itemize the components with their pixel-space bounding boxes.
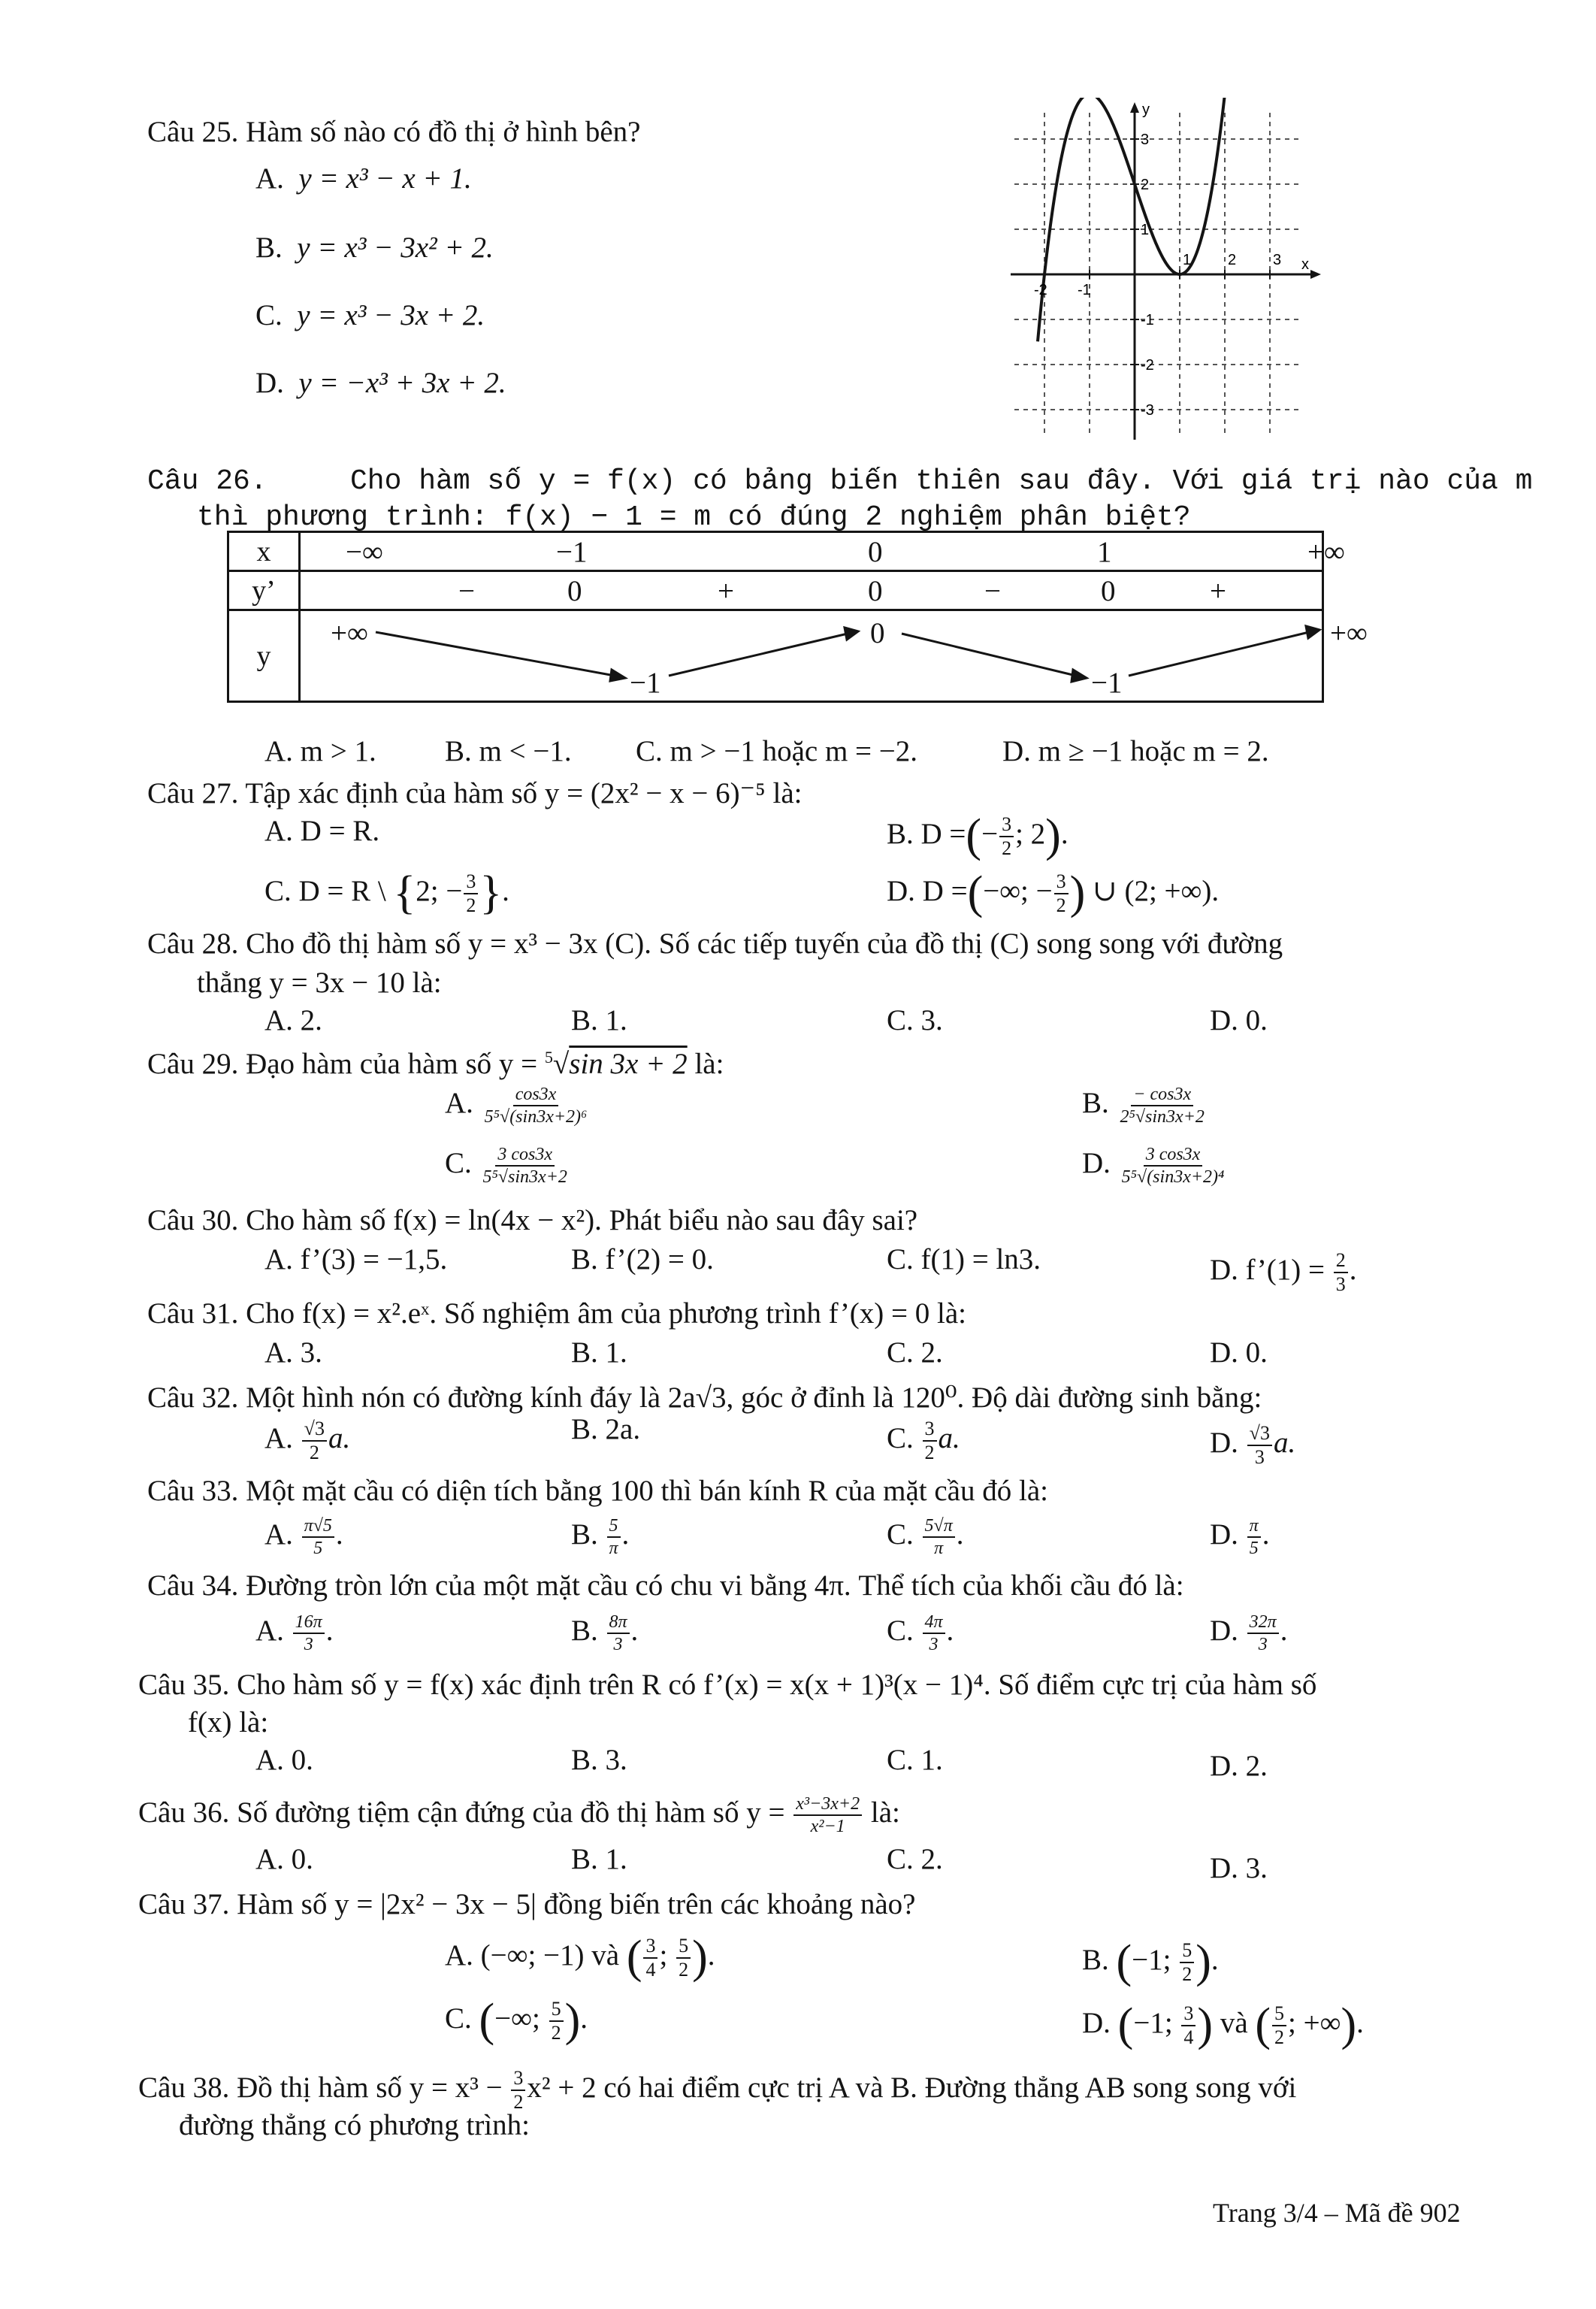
vt-y: −1 bbox=[630, 667, 661, 699]
q34-d-num: 32π bbox=[1247, 1613, 1279, 1634]
q37-d-num1: 3 bbox=[1181, 2004, 1195, 2026]
ytick-label: -2 bbox=[1141, 357, 1154, 374]
q32-label: Câu 32. bbox=[147, 1381, 239, 1414]
q33-opt-d-label: D. bbox=[1210, 1518, 1238, 1551]
q37-a-num1: 3 bbox=[643, 1936, 657, 1959]
variation-arrows bbox=[301, 611, 1327, 703]
q37-d-and: và bbox=[1220, 2006, 1248, 2039]
q32-a-den: 2 bbox=[309, 1442, 319, 1463]
q29-root-index: 5 bbox=[544, 1048, 553, 1067]
q29-label: Câu 29. bbox=[147, 1048, 239, 1080]
q30-opt-b: B. f’(2) = 0. bbox=[571, 1243, 714, 1276]
q34-b-num: 8π bbox=[607, 1613, 630, 1634]
q27-opt-b-label: B. D = bbox=[887, 817, 966, 850]
vt-dy: − bbox=[984, 575, 1001, 607]
q32-opt-b: B. 2a. bbox=[571, 1413, 641, 1445]
q33-d-num: π bbox=[1247, 1517, 1261, 1538]
q28-text: Cho đồ thị hàm số y = x³ − 3x (C). Số các tiếp tuyến của đồ thị (C) song song với đường bbox=[246, 928, 1283, 960]
q36-tail: là: bbox=[870, 1796, 900, 1829]
q34-a-num: 16π bbox=[293, 1613, 325, 1634]
q27-opt-a: A. D = R. bbox=[264, 815, 380, 847]
q28-text2: thẳng y = 3x − 10 là: bbox=[197, 967, 442, 999]
q35-opt-c: C. 1. bbox=[887, 1744, 943, 1776]
q28-opt-c: C. 3. bbox=[887, 1004, 943, 1036]
q30-label: Câu 30. bbox=[147, 1204, 239, 1236]
q25-label: Câu 25. bbox=[147, 116, 239, 148]
q38-text2: đường thẳng có phương trình: bbox=[179, 2109, 530, 2141]
q29-opt-a-label: A. bbox=[445, 1086, 473, 1119]
q29-tail: là: bbox=[694, 1048, 724, 1080]
q27-d-right: (2; +∞). bbox=[1124, 874, 1220, 907]
q31-opt-b: B. 1. bbox=[571, 1336, 627, 1369]
vt-y: 0 bbox=[870, 617, 885, 649]
q32-a-var: a. bbox=[328, 1421, 351, 1454]
q29-opt-d-label: D. bbox=[1082, 1146, 1111, 1179]
q32-c-var: a. bbox=[938, 1421, 960, 1454]
q36-label: Câu 36. bbox=[138, 1796, 230, 1829]
q35-text2: f(x) là: bbox=[188, 1706, 269, 1739]
vt-y: −1 bbox=[1091, 667, 1123, 699]
q27-text: Tập xác định của hàm số y = (2x² − x − 6)⁻⁵ là: bbox=[245, 777, 803, 810]
q25-text: Hàm số nào có đồ thị ở hình bên? bbox=[246, 116, 641, 148]
vt-x: 0 bbox=[868, 536, 883, 568]
q38-label: Câu 38. bbox=[138, 2071, 230, 2104]
q33-label: Câu 33. bbox=[147, 1475, 239, 1507]
q28-label: Câu 28. bbox=[147, 928, 239, 960]
q37-d-num2: 5 bbox=[1272, 2004, 1286, 2026]
xtick-label: 2 bbox=[1228, 252, 1237, 268]
graph-xlabel: x bbox=[1301, 256, 1309, 273]
q37-c-left: −∞; bbox=[494, 2002, 540, 2035]
ytick-label: -1 bbox=[1141, 312, 1154, 328]
cubic-graph bbox=[999, 98, 1330, 443]
q33-b-den: π bbox=[609, 1539, 618, 1558]
q37-opt-d-label: D. bbox=[1082, 2006, 1111, 2039]
q37-b-num: 5 bbox=[1180, 1941, 1194, 1963]
q29-c-num: 3 cos3x bbox=[495, 1145, 555, 1167]
q33-a-num: π√5 bbox=[302, 1517, 334, 1538]
q33-opt-c-label: C. bbox=[887, 1518, 914, 1551]
q35-opt-b: B. 3. bbox=[571, 1744, 627, 1776]
vt-x: +∞ bbox=[1307, 536, 1345, 568]
q32-c-den: 2 bbox=[924, 1442, 935, 1463]
q30-d-num: 2 bbox=[1334, 1251, 1348, 1273]
q26-text2: thì phương trình: f(x) − 1 = m có đúng 2 nghiệm phân biệt? bbox=[197, 501, 1191, 534]
q29-opt-c-label: C. bbox=[445, 1146, 472, 1179]
q34-c-den: 3 bbox=[929, 1635, 939, 1654]
ytick-label: 3 bbox=[1141, 132, 1150, 148]
q36-opt-c: C. 2. bbox=[887, 1843, 943, 1875]
xtick-label: -2 bbox=[1034, 282, 1047, 298]
q35-text: Cho hàm số y = f(x) xác định trên R có f’(x) = x(x + 1)³(x − 1)⁴. Số điểm cực trị của hàm số bbox=[237, 1669, 1317, 1701]
q37-a-num2: 5 bbox=[676, 1936, 691, 1959]
q35-opt-a: A. 0. bbox=[255, 1744, 313, 1776]
q37-d-den1: 4 bbox=[1183, 2026, 1194, 2048]
q34-opt-a-label: A. bbox=[255, 1614, 284, 1647]
q29-a-den: 5⁵√(sin3x+2)⁶ bbox=[484, 1107, 588, 1127]
q27-c-den: 2 bbox=[466, 894, 476, 916]
q25-opt-c: y = x³ − 3x + 2. bbox=[297, 299, 485, 331]
q25-opt-a-label: A. bbox=[255, 162, 284, 195]
q32-opt-d-label: D. bbox=[1210, 1426, 1238, 1459]
q37-a-den1: 4 bbox=[645, 1959, 656, 1981]
q26-opt-b: B. m < −1. bbox=[445, 735, 572, 767]
q30-opt-a: A. f’(3) = −1,5. bbox=[264, 1243, 448, 1276]
q26-opt-d: D. m ≥ −1 hoặc m = 2. bbox=[1002, 735, 1269, 767]
q26-opt-c: C. m > −1 hoặc m = −2. bbox=[636, 735, 918, 767]
q31-opt-c: C. 2. bbox=[887, 1336, 943, 1369]
q31-label: Câu 31. bbox=[147, 1297, 239, 1330]
q28-opt-d: D. 0. bbox=[1210, 1004, 1268, 1036]
q32-d-var: a. bbox=[1273, 1426, 1296, 1459]
q33-text: Một mặt cầu có diện tích bằng 100 thì bán kính R của mặt cầu đó là: bbox=[246, 1475, 1048, 1507]
q27-b-num: 3 bbox=[999, 815, 1014, 837]
q38-den: 2 bbox=[513, 2091, 524, 2113]
q32-opt-a-label: A. bbox=[264, 1421, 293, 1454]
q33-a-den: 5 bbox=[313, 1539, 323, 1558]
q28-opt-b: B. 1. bbox=[571, 1004, 627, 1036]
q27-d-num: 3 bbox=[1054, 872, 1069, 894]
q27-opt-c-label: C. D = R \ bbox=[264, 874, 386, 907]
q30-text: Cho hàm số f(x) = ln(4x − x²). Phát biểu nào sau đây sai? bbox=[246, 1204, 918, 1236]
q27-c-num: 3 bbox=[464, 872, 478, 894]
q27-d-den: 2 bbox=[1056, 894, 1066, 916]
q33-c-den: π bbox=[934, 1539, 944, 1558]
q34-c-num: 4π bbox=[923, 1613, 945, 1634]
vt-y-head: y bbox=[228, 610, 300, 702]
q27-label: Câu 27. bbox=[147, 777, 239, 810]
q32-d-num: √3 bbox=[1247, 1424, 1272, 1446]
q34-opt-c-label: C. bbox=[887, 1614, 914, 1647]
q36-text: Số đường tiệm cận đứng của đồ thị hàm số y = bbox=[237, 1796, 785, 1829]
q38-text-b: x² + 2 có hai điểm cực trị A và B. Đường thẳng AB song song với bbox=[527, 2071, 1297, 2104]
q28-opt-a: A. 2. bbox=[264, 1004, 322, 1036]
q33-c-num: 5√π bbox=[923, 1517, 955, 1538]
vt-dy-head: y’ bbox=[228, 571, 300, 610]
q26-opt-a: A. m > 1. bbox=[264, 735, 376, 767]
vt-dy: 0 bbox=[567, 575, 582, 607]
q29-radicand: sin 3x + 2 bbox=[569, 1048, 688, 1080]
q31-opt-d: D. 0. bbox=[1210, 1336, 1268, 1369]
q30-opt-d-label: D. f’(1) = bbox=[1210, 1253, 1325, 1286]
q29-a-num: cos3x bbox=[513, 1085, 559, 1106]
q35-opt-d: D. 2. bbox=[1210, 1750, 1268, 1782]
q34-d-den: 3 bbox=[1258, 1635, 1268, 1654]
q25-opt-a: y = x³ − x + 1. bbox=[298, 162, 472, 195]
q29-opt-b-label: B. bbox=[1082, 1086, 1109, 1119]
q34-opt-d-label: D. bbox=[1210, 1614, 1238, 1647]
q29-d-num: 3 cos3x bbox=[1144, 1145, 1203, 1167]
xtick-label: 3 bbox=[1273, 252, 1282, 268]
q37-b-den: 2 bbox=[1182, 1963, 1192, 1985]
q36-opt-b: B. 1. bbox=[571, 1843, 627, 1875]
q32-d-den: 3 bbox=[1254, 1446, 1265, 1468]
q38-num: 3 bbox=[511, 2068, 525, 2091]
vt-x: −1 bbox=[556, 536, 588, 568]
q30-opt-c: C. f(1) = ln3. bbox=[887, 1243, 1041, 1276]
ytick-label: 1 bbox=[1141, 222, 1150, 238]
ytick-label: -3 bbox=[1141, 402, 1154, 419]
q37-c-num: 5 bbox=[549, 1999, 564, 2022]
xtick-label: -1 bbox=[1078, 282, 1091, 298]
q26-label: Câu 26. bbox=[147, 465, 268, 498]
q36-opt-a: A. 0. bbox=[255, 1843, 313, 1875]
q37-label: Câu 37. bbox=[138, 1888, 230, 1920]
vt-dy: 0 bbox=[1101, 575, 1116, 607]
q33-opt-b-label: B. bbox=[571, 1518, 598, 1551]
vt-x-head: x bbox=[228, 532, 300, 571]
q33-opt-a-label: A. bbox=[264, 1518, 293, 1551]
q26-text: Cho hàm số y = f(x) có bảng biến thiên sau đây. Với giá trị nào của m bbox=[350, 465, 1533, 498]
vt-y: +∞ bbox=[1330, 617, 1368, 649]
q37-text: Hàm số y = |2x² − 3x − 5| đồng biến trên các khoảng nào? bbox=[237, 1888, 916, 1920]
q32-c-num: 3 bbox=[923, 1419, 937, 1442]
q29-b-den: 2⁵√sin3x+2 bbox=[1120, 1107, 1205, 1127]
q36-num: x³−3x+2 bbox=[793, 1795, 862, 1816]
q25-opt-b-label: B. bbox=[255, 232, 283, 264]
vt-dy: + bbox=[718, 575, 734, 607]
graph-ylabel: y bbox=[1142, 101, 1150, 118]
q27-b-den: 2 bbox=[1002, 837, 1012, 859]
q36-opt-d: D. 3. bbox=[1210, 1852, 1268, 1884]
q31-text: Cho f(x) = x².eˣ. Số nghiệm âm của phương trình f’(x) = 0 là: bbox=[246, 1297, 967, 1330]
q35-label: Câu 35. bbox=[138, 1669, 230, 1701]
xtick-label: 1 bbox=[1183, 252, 1192, 268]
page-footer: Trang 3/4 – Mã đề 902 bbox=[1213, 2198, 1461, 2228]
q27-opt-d-label: D. D = bbox=[887, 874, 968, 907]
q37-d-right: ; +∞ bbox=[1288, 2006, 1341, 2039]
q29-c-den: 5⁵√sin3x+2 bbox=[482, 1167, 567, 1187]
q37-opt-a-label: A. (−∞; −1) và bbox=[445, 1938, 620, 1972]
q37-a-den2: 2 bbox=[679, 1959, 689, 1981]
q37-c-den: 2 bbox=[551, 2022, 561, 2044]
q37-d-den2: 2 bbox=[1274, 2026, 1285, 2048]
q25-opt-d-label: D. bbox=[255, 367, 284, 399]
q38-text: Đồ thị hàm số y = x³ − bbox=[237, 2071, 503, 2104]
ytick-label: 2 bbox=[1141, 177, 1150, 193]
q37-d-left: −1; bbox=[1133, 2006, 1173, 2039]
q33-d-den: 5 bbox=[1249, 1539, 1259, 1558]
variation-table bbox=[227, 531, 1368, 703]
q37-opt-c-label: C. bbox=[445, 2002, 472, 2035]
vt-dy: − bbox=[458, 575, 475, 607]
q25-opt-b: y = x³ − 3x² + 2. bbox=[297, 232, 494, 264]
vt-x: 1 bbox=[1097, 536, 1112, 568]
q30-d-den: 3 bbox=[1335, 1273, 1346, 1295]
vt-dy: 0 bbox=[868, 575, 883, 607]
q25-opt-c-label: C. bbox=[255, 299, 283, 331]
q29-b-num: − cos3x bbox=[1131, 1085, 1193, 1106]
vt-x: −∞ bbox=[346, 536, 383, 568]
q27-b-right: 2 bbox=[1030, 817, 1046, 850]
q36-den: x²−1 bbox=[810, 1817, 845, 1836]
q34-opt-b-label: B. bbox=[571, 1614, 598, 1647]
q32-a-num: √3 bbox=[302, 1419, 327, 1442]
q29-text: Đạo hàm của hàm số y = bbox=[246, 1048, 538, 1080]
q37-b-left: −1; bbox=[1132, 1943, 1171, 1976]
q32-opt-c-label: C. bbox=[887, 1421, 914, 1454]
q31-opt-a: A. 3. bbox=[264, 1336, 322, 1369]
q29-d-den: 5⁵√(sin3x+2)⁴ bbox=[1121, 1167, 1225, 1187]
q34-label: Câu 34. bbox=[147, 1569, 239, 1602]
vt-dy: + bbox=[1210, 575, 1226, 607]
q37-opt-b-label: B. bbox=[1082, 1943, 1109, 1976]
vt-y: +∞ bbox=[331, 617, 368, 649]
q27-c-value: 2 bbox=[416, 874, 431, 907]
q32-text: Một hình nón có đường kính đáy là 2a√3, góc ở đỉnh là 120⁰. Độ dài đường sinh bằng: bbox=[246, 1381, 1262, 1414]
q34-b-den: 3 bbox=[613, 1635, 623, 1654]
q34-text: Đường tròn lớn của một mặt cầu có chu vi bằng 4π. Thể tích của khối cầu đó là: bbox=[246, 1569, 1184, 1602]
q33-b-num: 5 bbox=[607, 1517, 621, 1538]
q25-opt-d: y = −x³ + 3x + 2. bbox=[298, 367, 506, 399]
q34-a-den: 3 bbox=[304, 1635, 313, 1654]
